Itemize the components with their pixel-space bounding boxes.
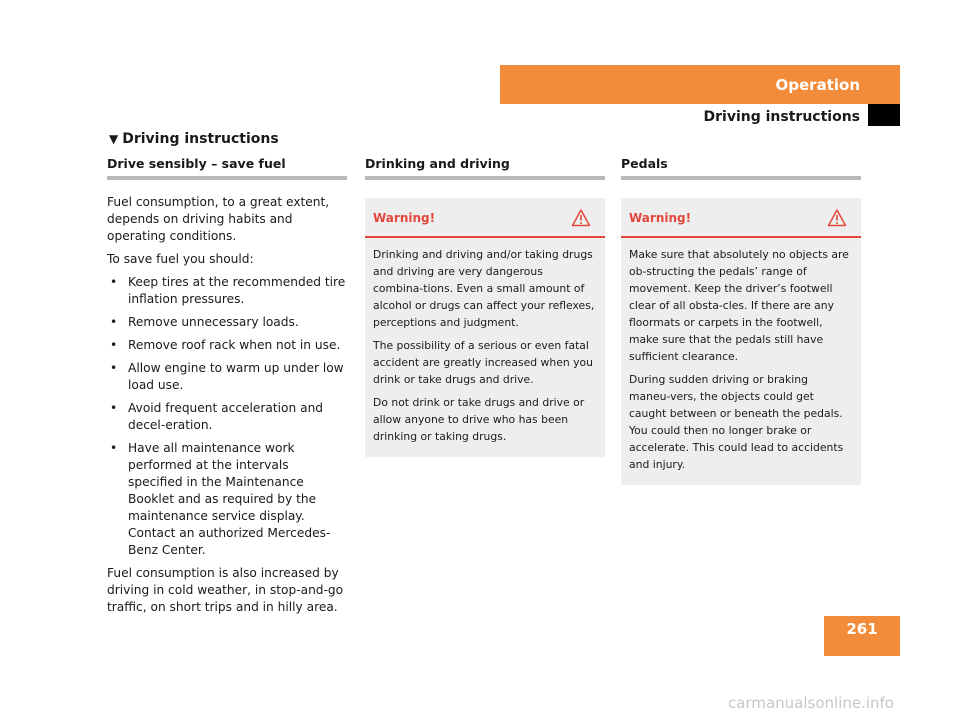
- list-item: • Remove unnecessary loads.: [110, 315, 299, 329]
- fuel-tips-list: [107, 274, 347, 559]
- section-title: [109, 131, 279, 147]
- chapter-tab-marker: [868, 104, 900, 126]
- warning-body: [621, 238, 861, 473]
- warning-paragraph: Drinking and driving and/or taking drugs and driving are very dangerous combina-tions. Even a small amount of alcohol or drugs can affect your reflexes, perceptions and judgment.: [373, 248, 595, 329]
- column-pedals: [621, 156, 861, 485]
- warning-header: [365, 198, 605, 238]
- column-heading: Pedals: [621, 156, 861, 180]
- page-subtitle: Driving instructions: [703, 109, 860, 125]
- list-item: • Have all maintenance work performed at the intervals specified in the Maintenance Booklet and as required by the maintenance service display. Contact an authorized Mercedes-Benz Center.: [110, 441, 331, 557]
- warning-paragraph: During sudden driving or braking maneu-vers, the objects could get caught between or beneath the pedals. You could then no longer brake or accelerate. This could lead to accidents and injury.: [629, 373, 844, 471]
- lead-paragraph: To save fuel you should:: [107, 252, 254, 266]
- chapter-title: Operation: [775, 75, 860, 94]
- warning-body: [365, 238, 605, 445]
- list-item: • Avoid frequent acceleration and decel-eration.: [110, 401, 324, 432]
- column-save-fuel: [107, 156, 347, 622]
- warning-box: [621, 198, 861, 485]
- list-item: • Remove roof rack when not in use.: [110, 338, 341, 352]
- warning-header: [621, 198, 861, 238]
- column-drinking-driving: [365, 156, 605, 457]
- bullet-icon: •: [110, 315, 118, 329]
- bullet-icon: •: [110, 401, 118, 415]
- warning-title: Warning!: [373, 211, 436, 225]
- list-item: • Allow engine to warm up under low load use.: [110, 361, 344, 392]
- intro-paragraph: Fuel consumption, to a great extent, depends on driving habits and operating conditions.: [107, 195, 330, 243]
- warning-box: [365, 198, 605, 457]
- watermark: carmanualsonline.info: [728, 694, 894, 712]
- warning-triangle-icon: [571, 208, 591, 228]
- section-title-text: Driving instructions: [122, 131, 279, 147]
- bullet-icon: •: [110, 338, 118, 352]
- outro-paragraph: Fuel consumption is also increased by driving in cold weather, in stop-and-go traffic, on short trips and in hilly area.: [107, 566, 344, 614]
- warning-paragraph: Make sure that absolutely no objects are ob-structing the pedals’ range of movement. Keep the driver’s footwell clear of all obsta-cles. If there are any floormats or carpets in the footwell, make sure that the pedals still have sufficient clearance.: [629, 248, 849, 363]
- chapter-header-bar: [500, 65, 900, 104]
- warning-paragraph: Do not drink or take drugs and drive or allow anyone to drive who has been drinking or taking drugs.: [373, 396, 585, 443]
- triangle-down-icon: ▼: [109, 132, 119, 146]
- page-number: 261: [824, 616, 900, 656]
- warning-triangle-icon: [827, 208, 847, 228]
- bullet-icon: •: [110, 441, 118, 455]
- list-item: • Keep tires at the recommended tire inflation pressures.: [110, 275, 346, 306]
- bullet-icon: •: [110, 361, 118, 375]
- bullet-icon: •: [110, 275, 118, 289]
- column-heading: Drinking and driving: [365, 156, 605, 180]
- column-heading: Drive sensibly – save fuel: [107, 156, 347, 180]
- warning-title: Warning!: [629, 211, 692, 225]
- warning-paragraph: The possibility of a serious or even fatal accident are greatly increased when you drink or take drugs and drive.: [373, 339, 593, 386]
